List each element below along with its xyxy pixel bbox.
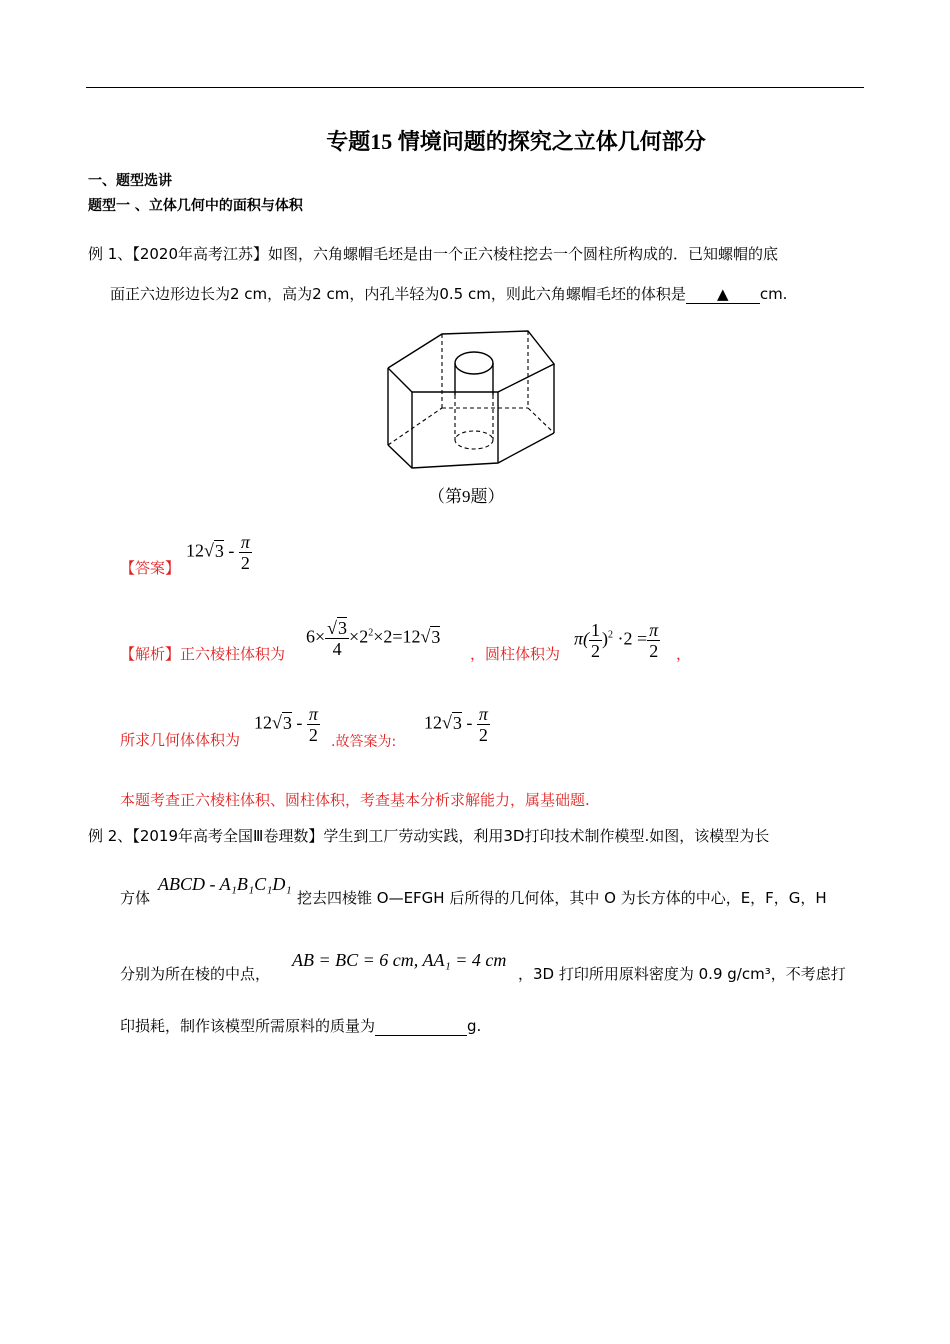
answer-tag: 【答案】 <box>120 559 181 577</box>
example-1-source: 【2020年高考江苏】 <box>132 245 268 263</box>
denominator: 2 <box>240 553 250 573</box>
page-title: 专题15 情境问题的探究之立体几何部分 <box>326 129 706 154</box>
exponent: 2 <box>608 629 614 641</box>
numerator: π <box>308 704 318 724</box>
example-2-line-1 <box>88 826 769 846</box>
example-2-line-2b: 挖去四棱锥 O—EFGH 后所得的几何体，其中 O 为长方体的中心，E，F，G，H <box>297 889 827 907</box>
times-sign: × <box>373 626 384 647</box>
unit-grams: g. <box>467 1017 482 1035</box>
exponent: 2 <box>368 627 374 639</box>
minus-sign: - <box>291 712 307 733</box>
section-heading: 一、题型选讲 <box>88 173 172 189</box>
fraction <box>647 620 660 661</box>
analysis-text-2: ，圆柱体积为 <box>470 645 561 663</box>
equals-sign: = <box>637 628 648 649</box>
example-2-label: 例 2、 <box>88 827 133 845</box>
coefficient: 12 <box>424 712 442 733</box>
analysis-line <box>120 644 285 664</box>
factor-six: 6 <box>306 626 315 647</box>
denominator: 2 <box>308 725 318 745</box>
numerator: π <box>478 704 488 724</box>
numerator: 1 <box>591 620 601 640</box>
numerator: π <box>240 532 250 552</box>
coefficient: 12 <box>186 540 204 561</box>
base: 2 <box>359 626 369 647</box>
example-1-line-1 <box>88 244 778 264</box>
dot-sign: · <box>617 628 624 649</box>
radicand: 3 <box>338 618 348 638</box>
denominator: 2 <box>649 641 659 661</box>
denominator: 2 <box>591 641 601 661</box>
example-2-line-3a: 分别为所在棱的中点， <box>120 965 271 983</box>
unit-label: cm. <box>759 285 788 303</box>
analysis-text-1: 正六棱柱体积为 <box>180 645 286 663</box>
result-text: 所求几何体体积为 <box>120 731 241 749</box>
example-2-line-2a: 方体 <box>120 889 151 907</box>
hexagonal-nut-figure <box>380 320 560 470</box>
top-rule <box>86 87 864 88</box>
box-formula: ABCD - A₁B₁C₁D₁ <box>158 874 292 894</box>
example-2-line-4 <box>120 1016 481 1036</box>
example-1-text-1: 如图，六角螺帽毛坯是由一个正六棱柱挖去一个圆柱所构成的．已知螺帽的底 <box>268 245 779 263</box>
example-2-source: 【2019年高考全国Ⅲ卷理数】 <box>132 827 324 845</box>
times-sign: × <box>349 626 360 647</box>
prism-volume-formula: 6× $\frac{√3}{4}$ $\times 2^2\times 2=12√3$ <box>306 618 441 659</box>
example-2-text-4: 印损耗，制作该模型所需原料的质量为 <box>120 1017 376 1035</box>
times-sign: × <box>315 626 326 647</box>
radicand: 3 <box>214 540 224 561</box>
triangle-mark: ▲ <box>717 285 729 303</box>
example-2-text-1: 学生到工厂劳动实践，利用3D打印技术制作模型.如图，该模型为长 <box>323 827 770 845</box>
radicand: 3 <box>452 712 462 733</box>
numerator: π <box>649 620 659 640</box>
radicand: 3 <box>431 626 441 647</box>
denominator: 4 <box>332 639 342 659</box>
fraction: $\frac{√3}{4}$ <box>327 618 348 659</box>
cylinder-volume-formula <box>574 620 660 661</box>
final-answer-formula: 12√3 - $\frac{\pi}{2}$ <box>424 704 488 745</box>
radicand: 3 <box>282 712 292 733</box>
example-2-line-3b: ，3D 打印所用原料密度为 0.9 g/cm³，不考虑打 <box>518 965 846 983</box>
result-formula: 12√3 - $\frac{\pi}{2}$ <box>254 704 318 745</box>
answer-blank[interactable] <box>686 285 760 304</box>
equals-sign: = <box>392 626 403 647</box>
answer-formula: 12√3 - $\frac{\pi}{2}$ <box>186 532 250 573</box>
example-1-text-2: 面正六边形边长为2 cm，高为2 cm，内孔半轻为0.5 cm，则此六角螺帽毛坯的体积是 <box>110 285 686 303</box>
fraction <box>239 532 252 573</box>
fraction <box>589 620 602 661</box>
close-paren: ) <box>602 628 609 649</box>
analysis-tag: 【解析】 <box>120 645 181 663</box>
analysis-text-3: ， <box>676 645 692 663</box>
subsection-heading: 题型一 、立体几何中的面积与体积 <box>88 198 303 214</box>
minus-sign: - <box>223 540 239 561</box>
coefficient: 12 <box>402 626 421 647</box>
factor-two: 2 <box>623 628 633 649</box>
denominator: 2 <box>478 725 488 745</box>
example-1-label: 例 1、 <box>88 245 133 263</box>
example-1-line-2 <box>110 284 787 304</box>
fraction <box>477 704 490 745</box>
mass-answer-blank[interactable] <box>375 1017 467 1036</box>
fraction <box>307 704 320 745</box>
coefficient: 12 <box>254 712 272 733</box>
dimension-formula: AB = BC = 6 cm, AA₁ = 4 cm <box>292 950 507 970</box>
result-text-2: .故答案为: <box>331 734 397 750</box>
minus-sign: - <box>461 712 477 733</box>
pi-open: π( <box>574 628 590 649</box>
factor-two: 2 <box>383 626 393 647</box>
comment-text: 本题考查正六棱柱体积、圆柱体积，考查基本分析求解能力，属基础题. <box>120 791 590 809</box>
figure-caption: （第9题） <box>428 487 505 506</box>
